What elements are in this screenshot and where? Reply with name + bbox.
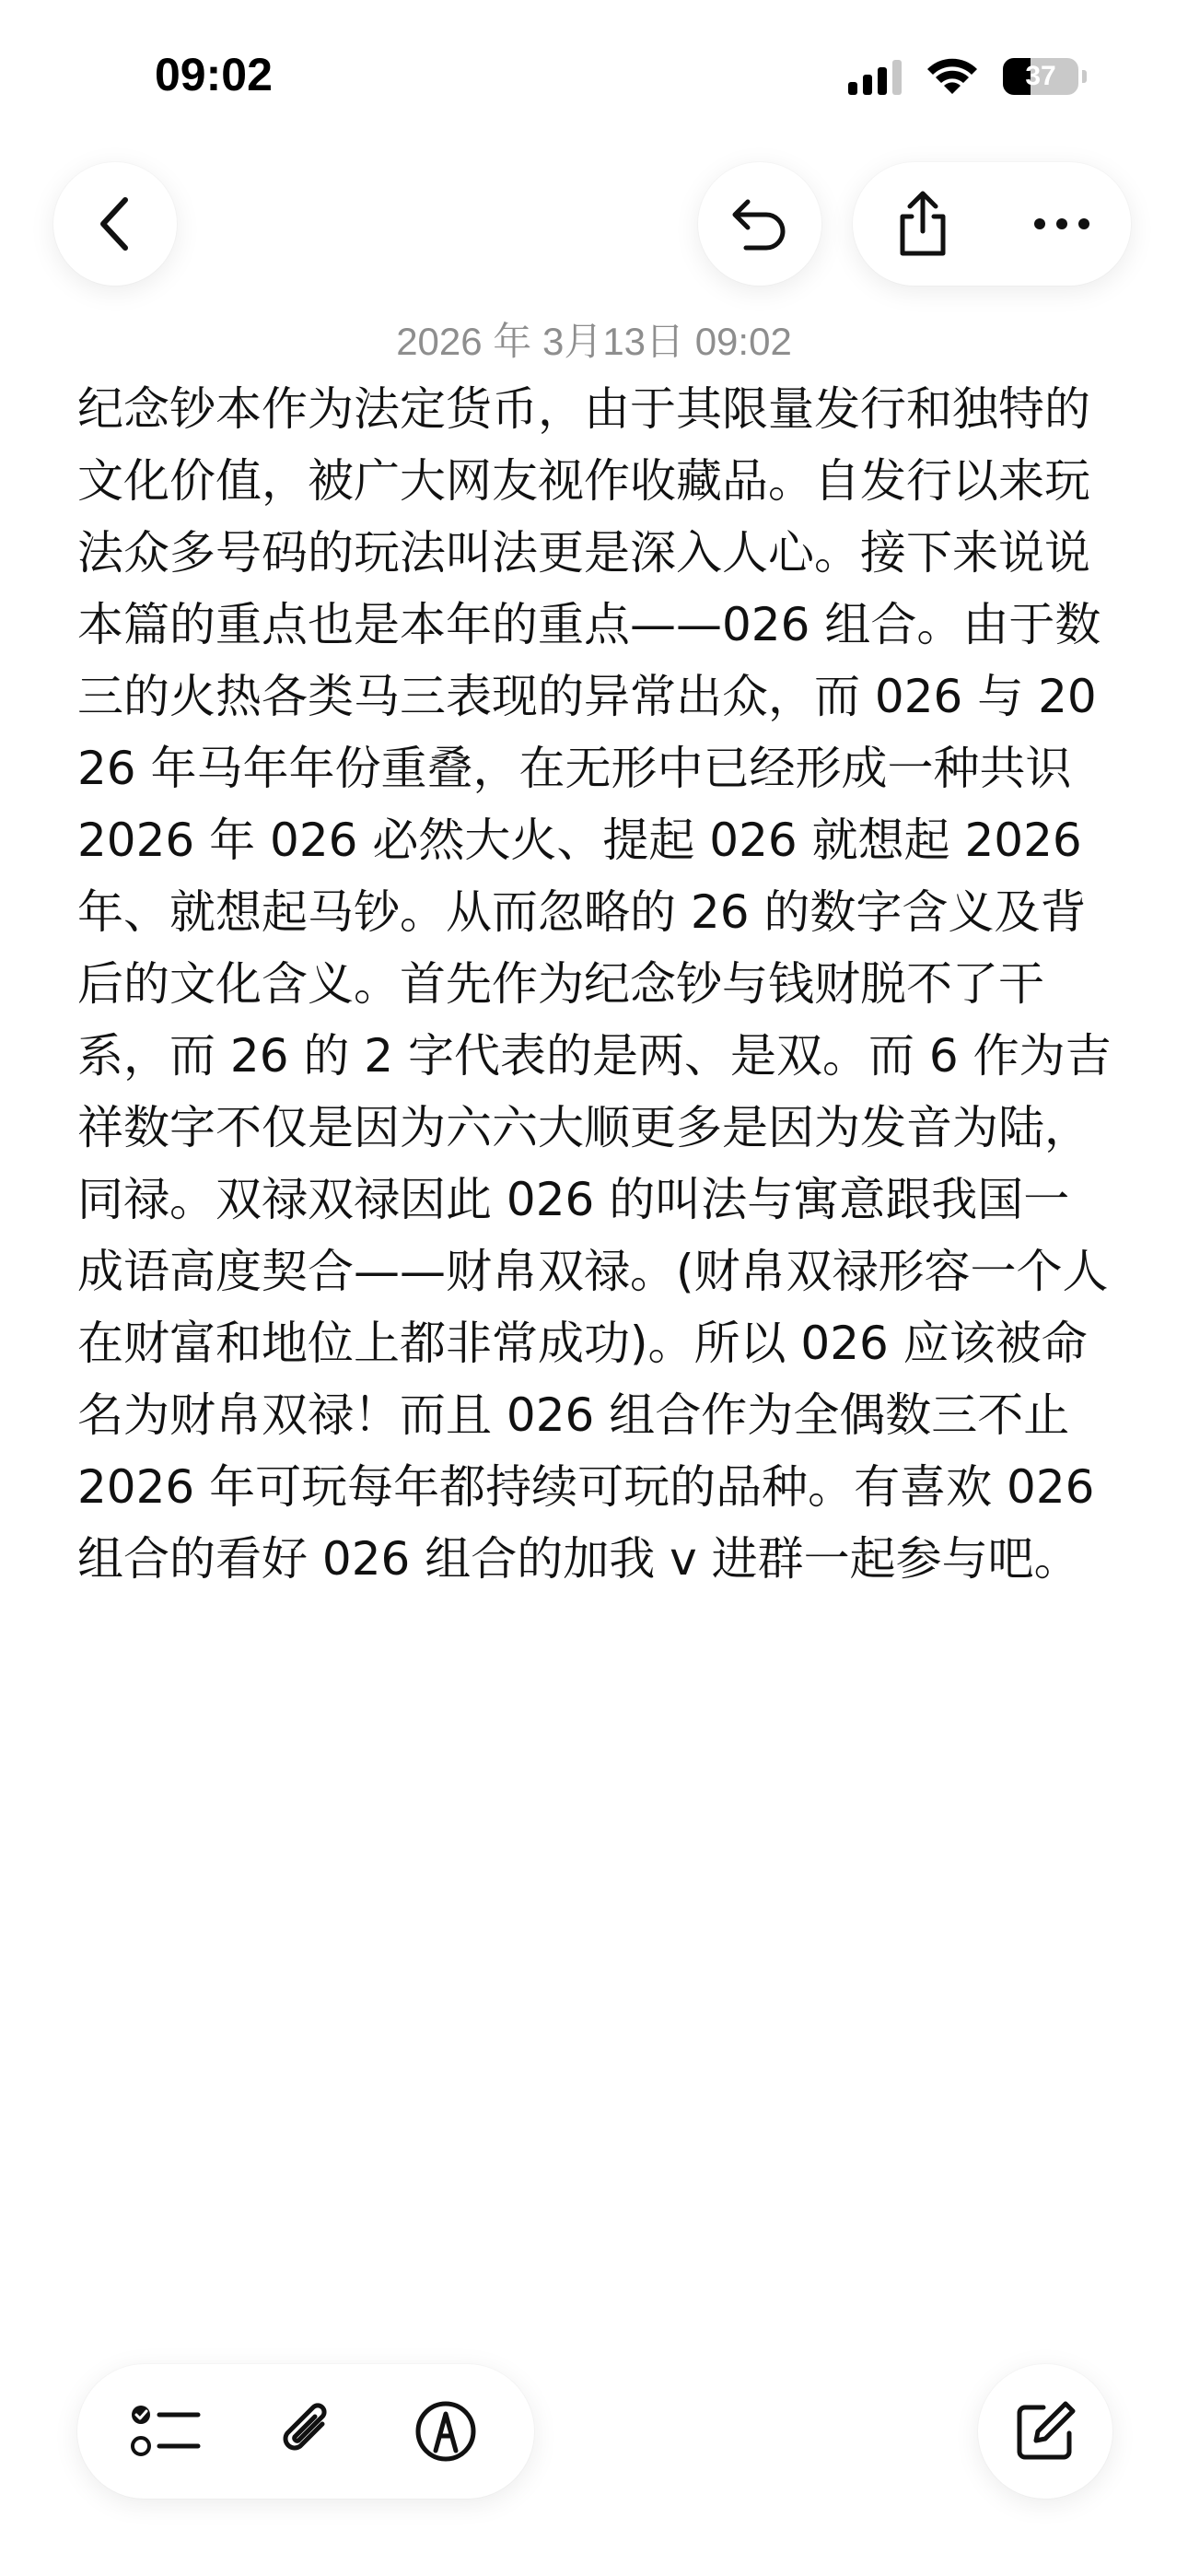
more-button[interactable]: [1002, 162, 1122, 286]
undo-icon: [728, 194, 792, 253]
status-indicators: [848, 57, 1087, 96]
undo-button[interactable]: [698, 162, 821, 286]
signal-bar: [892, 60, 902, 95]
back-button[interactable]: [53, 162, 177, 286]
compose-icon: [1012, 2398, 1078, 2465]
checklist-icon: [130, 2402, 202, 2461]
signal-bar: [863, 75, 872, 95]
signal-bar: [878, 67, 887, 95]
pen-markup-icon: [413, 2399, 478, 2464]
share-icon: [893, 189, 952, 259]
chevron-left-icon: [92, 194, 138, 253]
cellular-signal-icon: [848, 58, 902, 95]
share-button[interactable]: [863, 162, 983, 286]
share-more-group: [853, 162, 1131, 286]
status-time: 09:02: [155, 49, 273, 100]
attachment-button[interactable]: [250, 2376, 361, 2487]
battery-cap: [1082, 70, 1087, 83]
bottom-toolbar: [77, 2364, 534, 2499]
checklist-button[interactable]: [111, 2376, 221, 2487]
compose-button[interactable]: [978, 2364, 1112, 2499]
note-body-text[interactable]: 纪念钞本作为法定货币，由于其限量发行和独特的文化价值，被广大网友视作收藏品。自发行以来玩法众多号码的玩法叫法更是深入人心。接下来说说本篇的重点也是本年的重点——026 组合。由于数三的火热各类马三表现的异常出众，而 026 与 2026 年马年年份重叠，在无形中已经形成一种共识 2026 年 026 必然大火、提起 026 就想起 2026 年、就想起马钞。从而忽略的 26 的数字含义及背后的文化含义。首先作为纪念钞与钱财脱不了干系，而 26 的 2 字代表的是两、是双。而 6 作为吉祥数字不仅是因为六六大顺更多是因为发音为陆，同禄。双禄双禄因此 026 的叫法与寓意跟我国一成语高度契合——财帛双禄。(财帛双禄形容一个人在财富和地位上都非常成功)。所以 026 应该被命名为财帛双禄！而且 026 组合作为全偶数三不止 2026 年可玩每年都持续可玩的品种。有喜欢 026 组合的看好 026 组合的加我 v 进群一起参与吧。: [77, 382, 1112, 1586]
note-timestamp: 2026 年 3月13日 09:02: [396, 320, 792, 363]
paperclip-icon: [276, 2398, 335, 2465]
more-horizontal-icon: [1032, 217, 1091, 231]
wifi-icon: [926, 57, 979, 96]
battery-icon: [1003, 58, 1078, 95]
signal-bar: [848, 82, 857, 95]
battery-level: 37: [1025, 61, 1056, 91]
markup-button[interactable]: [390, 2376, 501, 2487]
